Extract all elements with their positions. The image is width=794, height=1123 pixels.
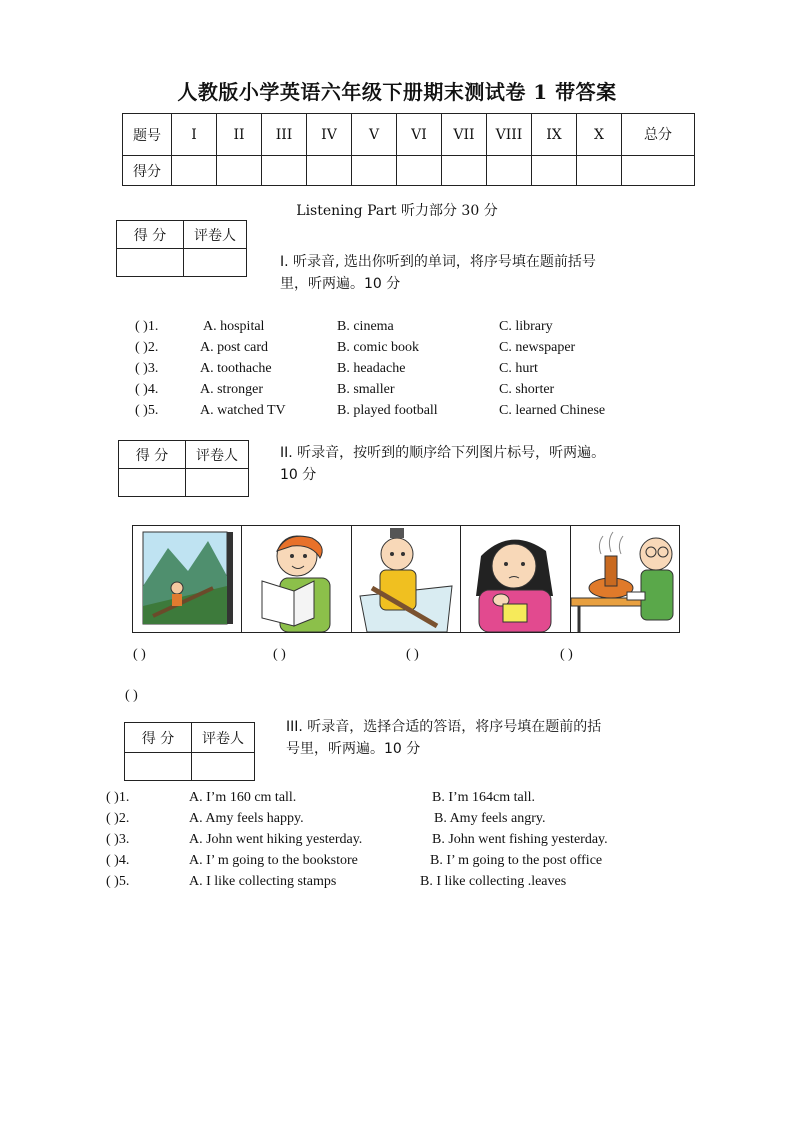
answer-blank[interactable]: ( )4. <box>135 382 159 397</box>
option-a: A. watched TV <box>200 403 286 418</box>
mountain-hiker-icon <box>133 526 242 632</box>
score-table <box>122 113 695 186</box>
option-a: A. stronger <box>200 382 263 397</box>
total-label: 总分 <box>622 114 695 156</box>
score-cell[interactable] <box>532 156 577 186</box>
grader-box <box>118 440 249 497</box>
column-header: VI <box>397 114 442 156</box>
option-b: B. I’ m going to the post office <box>430 853 603 868</box>
score-cell[interactable] <box>397 156 442 186</box>
score-cell[interactable] <box>307 156 352 186</box>
man-hotpot-icon <box>571 526 679 632</box>
q5-item <box>135 403 158 419</box>
answer-blank[interactable]: ( )5. <box>106 874 130 889</box>
column-header: IX <box>532 114 577 156</box>
q1-item <box>106 790 129 806</box>
section3-heading <box>286 716 601 760</box>
answer-blank[interactable]: ( )3. <box>135 361 159 376</box>
answer-blank[interactable]: ( )2. <box>106 811 130 826</box>
score-cell[interactable] <box>622 156 695 186</box>
score-label: 得 分 <box>119 441 186 469</box>
score-cell[interactable] <box>442 156 487 186</box>
option-b: B. smaller <box>337 382 395 397</box>
picture-strip <box>132 525 680 633</box>
q2-item <box>135 340 158 356</box>
section1-heading <box>280 251 596 295</box>
column-header: I <box>172 114 217 156</box>
score-cell[interactable] <box>487 156 532 186</box>
picture-answer-blank[interactable]: ( ) <box>273 647 286 662</box>
section2-heading-line: II. 听录音，按听到的顺序给下列图片标号，听两遍。 <box>280 445 606 461</box>
option-b: B. I’m 164cm tall. <box>432 790 536 805</box>
option-a: A. I’m 160 cm tall. <box>189 790 297 805</box>
section2-heading-line: 10 分 <box>280 467 317 483</box>
answer-blank[interactable]: ( )1. <box>135 319 159 334</box>
q2-item <box>106 811 129 827</box>
option-c: C. newspaper <box>499 340 576 355</box>
picture-answer-blank[interactable]: ( ) <box>133 647 146 662</box>
option-a: A. I like collecting stamps <box>189 874 337 889</box>
score-row-label: 得分 <box>123 156 172 186</box>
q3-item <box>106 832 129 848</box>
score-cell[interactable] <box>217 156 262 186</box>
grader-cell[interactable] <box>192 753 255 781</box>
column-header: V <box>352 114 397 156</box>
option-b: B. John went fishing yesterday. <box>432 832 608 847</box>
option-a: A. toothache <box>200 361 272 376</box>
option-a: A. I’ m going to the bookstore <box>189 853 358 868</box>
option-c: C. library <box>499 319 553 334</box>
column-header: IV <box>307 114 352 156</box>
answer-blank[interactable]: ( )5. <box>135 403 159 418</box>
score-cell[interactable] <box>125 753 192 781</box>
girl-sick-icon <box>461 526 570 632</box>
question-number-label: 题号 <box>123 114 172 156</box>
option-b: B. comic book <box>337 340 420 355</box>
option-a: A. Amy feels happy. <box>189 811 304 826</box>
option-c: C. hurt <box>499 361 538 376</box>
option-b: B. I like collecting .leaves <box>420 874 567 889</box>
q4-item <box>106 853 129 869</box>
column-header: X <box>577 114 622 156</box>
q3-item <box>135 361 158 377</box>
option-b: B. cinema <box>337 319 394 334</box>
grader-cell[interactable] <box>184 249 247 277</box>
listening-header: Listening Part 听力部分 30 分 <box>296 203 498 219</box>
grader-box <box>124 722 255 781</box>
option-c: C. shorter <box>499 382 555 397</box>
section2-heading <box>280 442 605 486</box>
section3-heading-line: 号里，听两遍。10 分 <box>286 741 421 757</box>
answer-blank[interactable]: ( )3. <box>106 832 130 847</box>
score-label: 得 分 <box>117 221 184 249</box>
grader-label: 评卷人 <box>192 723 255 753</box>
score-label: 得 分 <box>125 723 192 753</box>
answer-blank[interactable]: ( )2. <box>135 340 159 355</box>
q1-item <box>135 319 158 335</box>
grader-label: 评卷人 <box>184 221 247 249</box>
column-header: VII <box>442 114 487 156</box>
score-cell[interactable] <box>119 469 186 497</box>
section1-heading-line: 里，听两遍。10 分 <box>280 276 401 292</box>
score-cell[interactable] <box>172 156 217 186</box>
q4-item <box>135 382 158 398</box>
section1-heading-line: I. 听录音, 选出你听到的单词，将序号填在题前括号 <box>280 254 596 270</box>
answer-blank[interactable]: ( )1. <box>106 790 130 805</box>
column-header: VIII <box>487 114 532 156</box>
option-a: A. John went hiking yesterday. <box>189 832 363 847</box>
picture-answer-blank[interactable]: ( ) <box>560 647 573 662</box>
answer-blank[interactable]: ( )4. <box>106 853 130 868</box>
q5-item <box>106 874 129 890</box>
option-c: C. learned Chinese <box>499 403 606 418</box>
option-a: A. hospital <box>203 319 265 334</box>
score-cell[interactable] <box>117 249 184 277</box>
option-b: B. played football <box>337 403 438 418</box>
score-cell[interactable] <box>577 156 622 186</box>
boy-rowing-boat-icon <box>352 526 461 632</box>
column-header: III <box>262 114 307 156</box>
column-header: II <box>217 114 262 156</box>
page-title: 人教版小学英语六年级下册期末测试卷 1 带答案 <box>177 80 617 104</box>
picture-answer-blank[interactable]: ( ) <box>125 688 138 703</box>
boy-reading-book-icon <box>242 526 351 632</box>
picture-answer-blank[interactable]: ( ) <box>406 647 419 662</box>
score-cell[interactable] <box>262 156 307 186</box>
grader-label: 评卷人 <box>186 441 249 469</box>
grader-box <box>116 220 247 277</box>
option-b: B. headache <box>337 361 406 376</box>
option-a: A. post card <box>200 340 269 355</box>
grader-cell[interactable] <box>186 469 249 497</box>
score-cell[interactable] <box>352 156 397 186</box>
section3-heading-line: III. 听录音，选择合适的答语，将序号填在题前的括 <box>286 719 602 735</box>
option-b: B. Amy feels angry. <box>434 811 546 826</box>
